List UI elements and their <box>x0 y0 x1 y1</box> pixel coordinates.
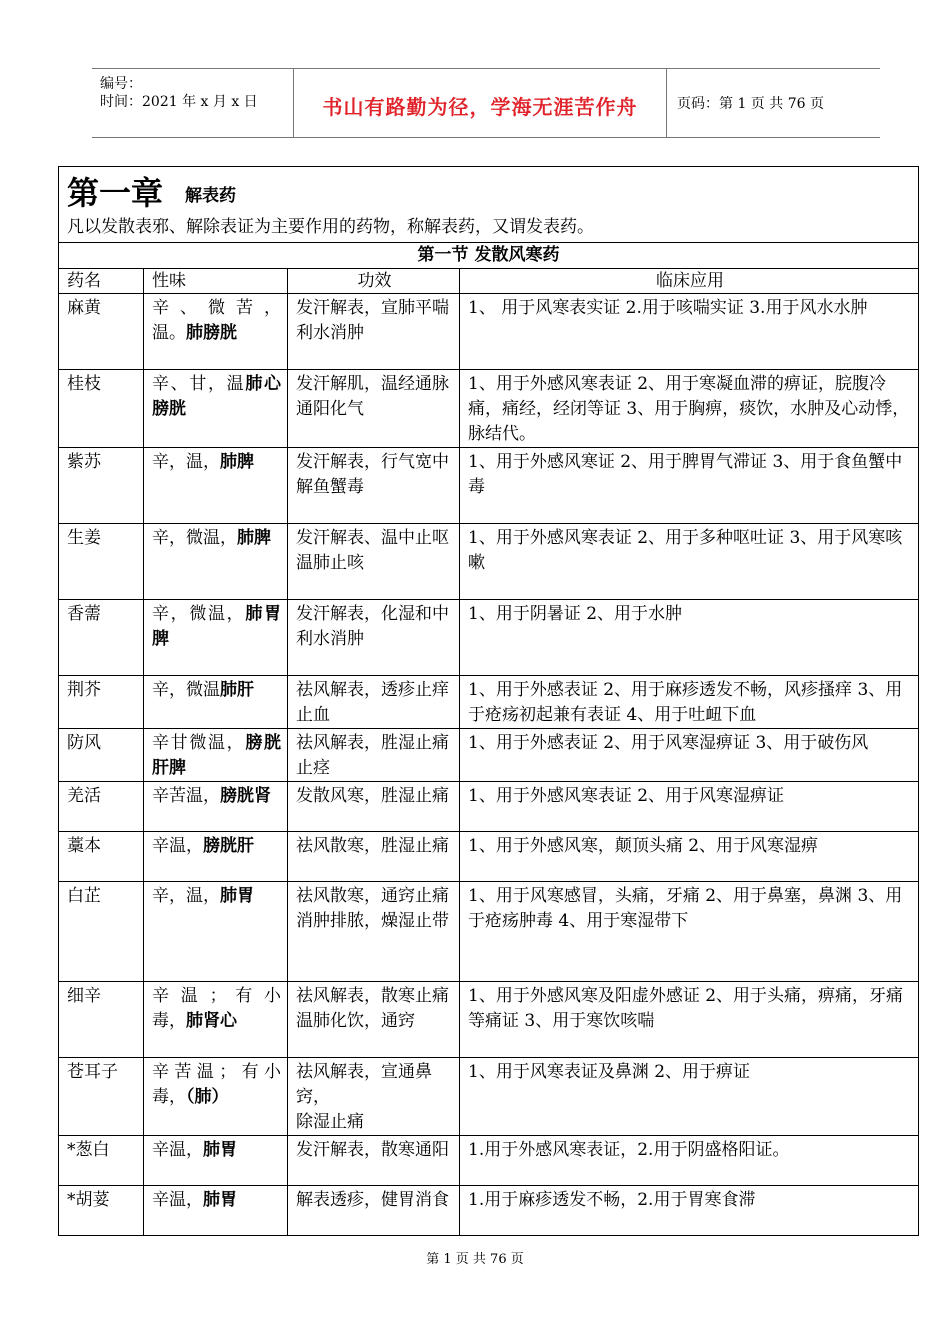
herb-name-text: 羌活 <box>67 786 101 806</box>
herb-meridian: 肺心膀胱 <box>152 374 282 419</box>
herb-nature <box>144 294 288 370</box>
herb-row <box>59 524 919 600</box>
herb-name <box>59 982 144 1058</box>
herb-meridian: 肺肾心 <box>186 1011 237 1031</box>
herb-clinical <box>460 294 919 370</box>
herb-nature <box>144 729 288 782</box>
herb-row <box>59 600 919 676</box>
page-header <box>92 68 880 138</box>
column-header-row <box>59 269 919 294</box>
herb-name <box>59 1136 144 1186</box>
time-label: 时间：2021 年 x 月 x 日 <box>100 94 258 110</box>
herb-row <box>59 1136 919 1186</box>
herb-effect <box>288 676 460 729</box>
herb-effect <box>288 832 460 882</box>
herb-effect-line: 发汗解肌，温经通脉 <box>296 374 449 394</box>
herb-meridian: 肺胃 <box>220 886 254 906</box>
herb-meridian: 膀胱肝脾 <box>152 733 282 778</box>
herb-effect <box>288 600 460 676</box>
herb-nature <box>144 1058 288 1136</box>
chapter-cell <box>59 167 919 243</box>
herb-row <box>59 982 919 1058</box>
herb-name <box>59 832 144 882</box>
herb-name-text: 防风 <box>67 733 101 753</box>
column-header: 药名 <box>59 269 144 294</box>
herb-clinical-text: 1、用于外感风寒证 2、用于脾胃气滞证 3、用于食鱼蟹中毒 <box>468 452 903 497</box>
herb-effect-line: 发汗解表、温中止呕 <box>296 528 449 548</box>
herb-meridian: 膀胱肾 <box>220 786 271 806</box>
herb-name-text: 藁本 <box>67 836 101 856</box>
herb-effect-line: 发汗解表，行气宽中 <box>296 452 449 472</box>
herb-nature <box>144 1136 288 1186</box>
herb-nature <box>144 448 288 524</box>
herb-nature-text: 辛，微温 <box>152 680 220 700</box>
herb-meridian: 肺胃 <box>203 1190 237 1210</box>
herb-meridian: 肺胃脾 <box>152 604 282 649</box>
chapter-subtitle: 解表药 <box>185 186 237 206</box>
herb-row <box>59 448 919 524</box>
herb-clinical-text: 1、用于阴暑证 2、用于水肿 <box>468 604 683 624</box>
herb-name <box>59 1058 144 1136</box>
herb-effect <box>288 1058 460 1136</box>
herb-meridian: 肺胃 <box>203 1140 237 1160</box>
herb-clinical <box>460 370 919 448</box>
herb-nature <box>144 600 288 676</box>
herb-clinical-text: 1.用于外感风寒表证，2.用于阴盛格阳证。 <box>468 1140 790 1160</box>
herb-effect <box>288 882 460 982</box>
herb-name-text: 白芷 <box>67 886 101 906</box>
herb-nature-text: 辛，微温， <box>152 528 237 548</box>
chapter-title: 第一章 <box>67 174 164 212</box>
herb-name <box>59 370 144 448</box>
herb-effect-line: 祛风解表，胜湿止痛止痉 <box>296 733 449 778</box>
herb-row <box>59 882 919 982</box>
herb-name-text: 生姜 <box>67 528 101 548</box>
herb-effect <box>288 448 460 524</box>
herb-nature <box>144 882 288 982</box>
herb-effect <box>288 782 460 832</box>
herb-effect-line: 消肿排脓，燥湿止带 <box>296 911 449 931</box>
herb-clinical-text: 1、用于外感风寒及阳虚外感证 2、用于头痛，痹痛，牙痛等痛证 3、用于寒饮咳喘 <box>468 986 904 1031</box>
herb-table <box>58 166 919 1236</box>
herb-name-text: 苍耳子 <box>67 1062 118 1082</box>
herb-effect-line: 祛风散寒，通窍止痛 <box>296 886 449 906</box>
herb-clinical-text: 1、用于外感表证 2、用于风寒湿痹证 3、用于破伤风 <box>468 733 869 753</box>
herb-row <box>59 1058 919 1136</box>
herb-name <box>59 729 144 782</box>
herb-clinical <box>460 832 919 882</box>
herb-effect-line: 祛风散寒，胜湿止痛 <box>296 836 449 856</box>
herb-nature-text: 辛，微温， <box>152 604 246 624</box>
herb-clinical-text: 1、用于外感风寒表证 2、用于风寒湿痹证 <box>468 786 785 806</box>
herb-clinical <box>460 448 919 524</box>
herb-effect-line: 发汗解表，化湿和中 <box>296 604 449 624</box>
herb-name-text: 荆芥 <box>67 680 101 700</box>
herb-clinical-text: 1、用于风寒表证及鼻渊 2、用于痹证 <box>468 1062 751 1082</box>
herb-row <box>59 294 919 370</box>
herb-clinical-text: 1、 用于风寒表实证 2.用于咳喘实证 3.用于风水水肿 <box>468 298 868 318</box>
herb-clinical-text: 1、用于外感表证 2、用于麻疹透发不畅，风疹搔痒 3、用于疮疡初起兼有表证 4、用于吐衄下血 <box>468 680 903 725</box>
herb-row <box>59 729 919 782</box>
herb-name-text: 细辛 <box>67 986 101 1006</box>
herb-clinical-text: 1、用于风寒感冒，头痛，牙痛 2、用于鼻塞，鼻渊 3、用于疮疡肿毒 4、用于寒湿带下 <box>468 886 903 931</box>
herb-name-text: 桂枝 <box>67 374 101 394</box>
herb-effect <box>288 1186 460 1236</box>
herb-clinical <box>460 676 919 729</box>
herb-name <box>59 600 144 676</box>
herb-name-text: 香薷 <box>67 604 101 624</box>
herb-effect-line: 发散风寒，胜湿止痛 <box>296 786 449 806</box>
herb-row <box>59 1186 919 1236</box>
header-page-cell <box>667 69 879 137</box>
herb-nature-text: 辛、甘，温 <box>152 374 246 394</box>
herb-nature-text: 辛，温， <box>152 886 220 906</box>
herb-meridian: 肺脾 <box>237 528 271 548</box>
herb-effect <box>288 524 460 600</box>
herb-nature-text: 辛温， <box>152 836 203 856</box>
herb-name <box>59 448 144 524</box>
herb-clinical <box>460 524 919 600</box>
herb-nature <box>144 676 288 729</box>
herb-effect-line: 解表透疹，健胃消食 <box>296 1190 449 1210</box>
herb-name-text: 麻黄 <box>67 298 101 318</box>
herb-meridian: 肺膀胱 <box>186 323 237 343</box>
herb-clinical-text: 1、用于外感风寒表证 2、用于多种呕吐证 3、用于风寒咳嗽 <box>468 528 903 573</box>
herb-effect <box>288 294 460 370</box>
column-header: 性味 <box>144 269 288 294</box>
herb-nature-text: 辛，温， <box>152 452 220 472</box>
serial-label: 编号： <box>100 76 142 92</box>
column-header: 临床应用 <box>460 269 919 294</box>
herb-nature-text: 辛 、 微 苦 ，温。 <box>152 298 281 343</box>
herb-effect <box>288 370 460 448</box>
herb-clinical-text: 1、用于外感风寒，颠顶头痛 2、用于风寒湿痹 <box>468 836 819 856</box>
herb-effect-line: 利水消肿 <box>296 323 364 343</box>
herb-effect-line: 通阳化气 <box>296 399 364 419</box>
herb-effect-line: 解鱼蟹毒 <box>296 477 364 497</box>
chapter-row <box>59 167 919 243</box>
herb-effect-line: 发汗解表，宣肺平喘 <box>296 298 449 318</box>
herb-clinical <box>460 729 919 782</box>
herb-nature-text: 辛苦温， <box>152 786 220 806</box>
herb-name <box>59 294 144 370</box>
herb-name <box>59 1186 144 1236</box>
herb-name-text: *胡荽 <box>67 1190 110 1210</box>
page-footer: 第 1 页 共 76 页 <box>426 1252 524 1267</box>
herb-name-text: 紫苏 <box>67 452 101 472</box>
herb-meridian: （肺） <box>186 1087 229 1107</box>
herb-name <box>59 882 144 982</box>
herb-nature-text: 辛温， <box>152 1190 203 1210</box>
herb-nature-text: 辛苦温；有小毒， <box>152 1062 281 1107</box>
herb-name <box>59 782 144 832</box>
motto: 书山有路勤为径，学海无涯苦作舟 <box>322 95 638 119</box>
herb-clinical <box>460 882 919 982</box>
herb-row <box>59 676 919 729</box>
herb-effect <box>288 1136 460 1186</box>
herb-nature <box>144 524 288 600</box>
herb-clinical <box>460 782 919 832</box>
herb-clinical <box>460 600 919 676</box>
herb-nature <box>144 370 288 448</box>
herb-clinical <box>460 1058 919 1136</box>
herb-meridian: 肺脾 <box>220 452 254 472</box>
herb-nature-text: 辛温， <box>152 1140 203 1160</box>
herb-name <box>59 676 144 729</box>
herb-clinical-text: 1、用于外感风寒表证 2、用于寒凝血滞的痹证，脘腹冷痛，痛经，经闭等证 3、用于胸痹，痰饮，水肿及心动悸，脉结代。 <box>468 374 910 444</box>
herb-effect-line: 发汗解表，散寒通阳 <box>296 1140 449 1160</box>
herb-row <box>59 782 919 832</box>
herb-clinical <box>460 982 919 1058</box>
herb-effect <box>288 729 460 782</box>
herb-effect-line: 祛风解表，宣通鼻窍， <box>296 1062 432 1107</box>
herb-effect-line: 温肺止咳 <box>296 553 364 573</box>
herb-nature <box>144 1186 288 1236</box>
herb-row <box>59 832 919 882</box>
page-label: 页码：第 1 页 共 76 页 <box>677 96 824 112</box>
chapter-intro: 凡以发散表邪、解除表证为主要作用的药物，称解表药，又谓发表药。 <box>67 217 594 237</box>
header-info-cell <box>92 69 294 137</box>
herb-effect-line: 祛风解表，透疹止痒止血 <box>296 680 449 725</box>
herb-clinical <box>460 1136 919 1186</box>
herb-effect-line: 祛风解表，散寒止痛 <box>296 986 449 1006</box>
herb-nature <box>144 982 288 1058</box>
herb-nature <box>144 782 288 832</box>
herb-meridian: 肺肝 <box>220 680 254 700</box>
herb-nature-text: 辛 温 ； 有 小毒， <box>152 986 281 1031</box>
herb-row <box>59 370 919 448</box>
herb-effect-line: 温肺化饮，通窍 <box>296 1011 415 1031</box>
header-motto-cell <box>294 69 667 137</box>
herb-name <box>59 524 144 600</box>
herb-clinical-text: 1.用于麻疹透发不畅，2.用于胃寒食滞 <box>468 1190 756 1210</box>
herb-effect <box>288 982 460 1058</box>
section-title: 第一节 发散风寒药 <box>59 243 919 269</box>
herb-nature <box>144 832 288 882</box>
herb-meridian: 膀胱肝 <box>203 836 254 856</box>
herb-effect-line: 利水消肿 <box>296 629 364 649</box>
herb-nature-text: 辛甘微温， <box>152 733 246 753</box>
herb-name-text: *葱白 <box>67 1140 110 1160</box>
section-row <box>59 243 919 269</box>
herb-effect-line: 除湿止痛 <box>296 1112 364 1132</box>
herb-clinical <box>460 1186 919 1236</box>
column-header: 功效 <box>288 269 460 294</box>
